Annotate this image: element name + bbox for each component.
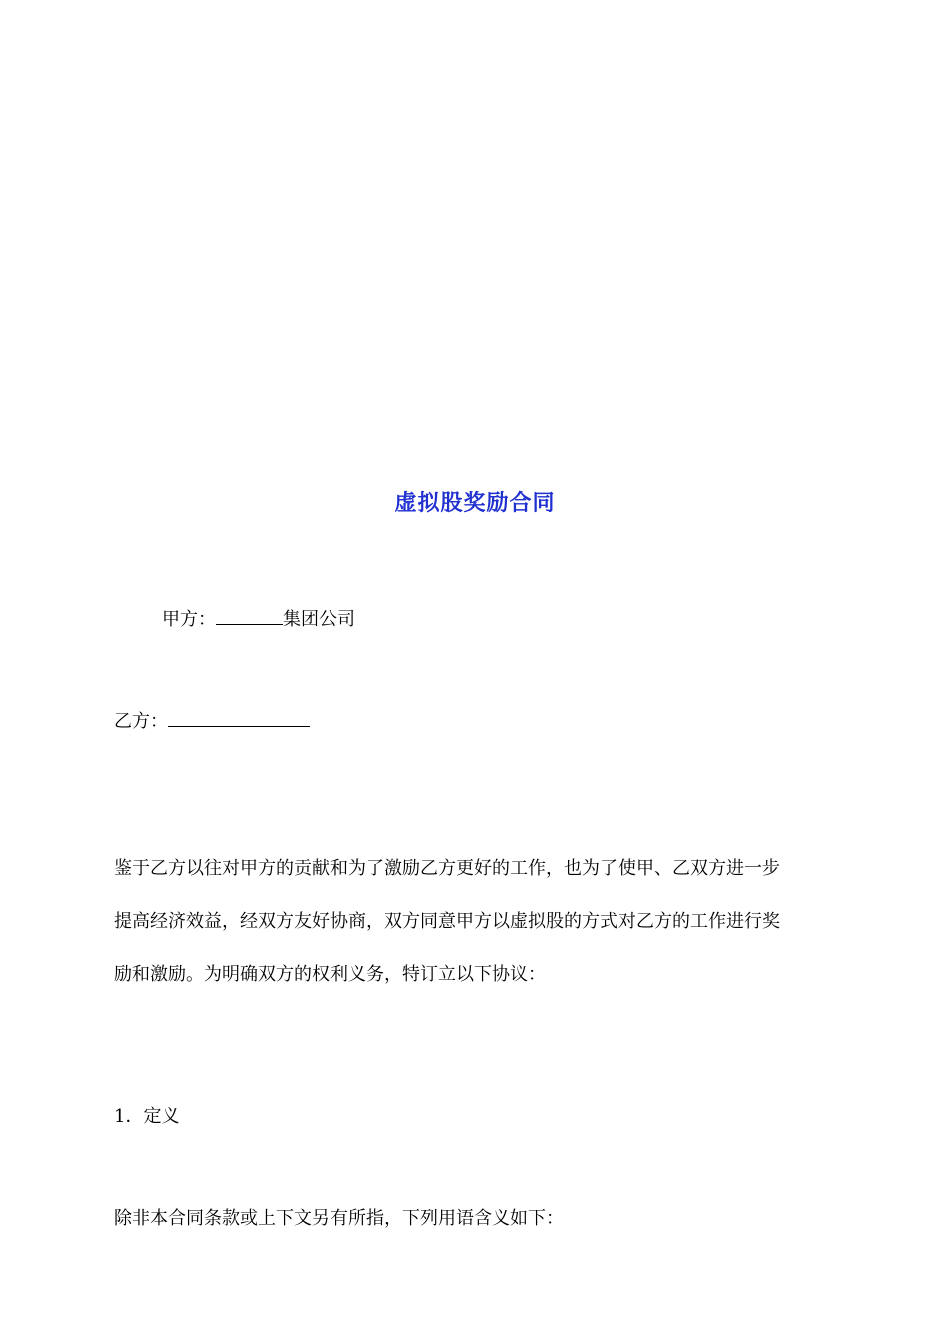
party-b-blank [168,708,310,727]
contract-title: 虚拟股奖励合同 [394,490,556,516]
party-a-line [162,606,355,633]
preamble-paragraph [114,842,840,1001]
party-a-blank [216,606,283,625]
section-heading-definitions: 1．定义 [114,1106,180,1127]
definitions-intro: 除非本合同条款或上下文另有所指，下列用语含义如下： [114,1208,564,1229]
party-b-label: 乙方： [114,711,168,732]
party-b-line [114,708,310,735]
party-a-suffix: 集团公司 [283,609,355,630]
preamble-line: 鉴于乙方以往对甲方的贡献和为了激励乙方更好的工作，也为了使甲、乙双方进一步 [114,858,780,879]
party-a-label: 甲方： [162,609,216,630]
preamble-line: 提高经济效益，经双方友好协商，双方同意甲方以虚拟股的方式对乙方的工作进行奖 [114,911,780,932]
preamble-line: 励和激励。为明确双方的权利义务，特订立以下协议： [114,964,546,985]
